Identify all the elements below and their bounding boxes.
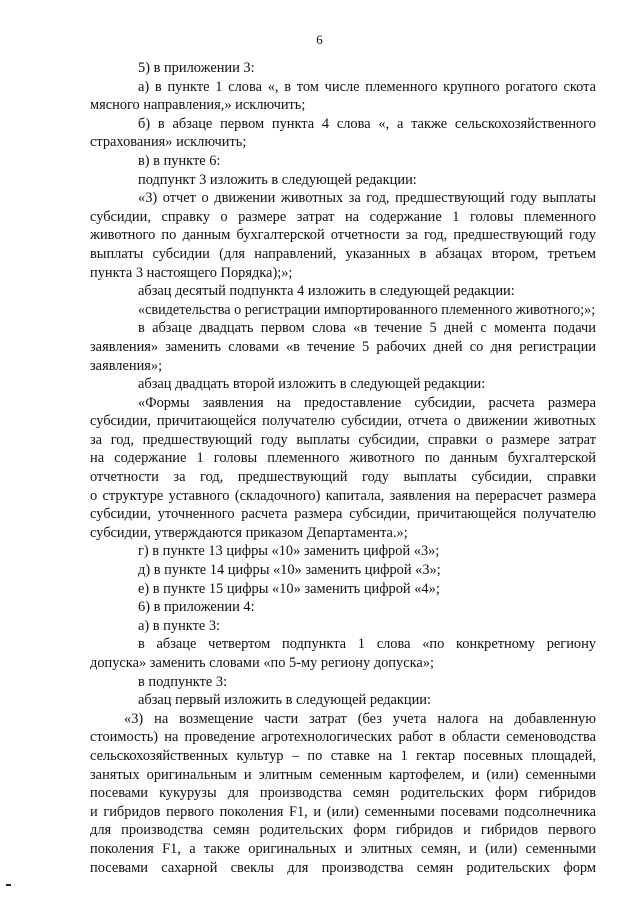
scan-mark xyxy=(6,884,11,886)
text-line: отчетности за год, предшествующий году выплаты субсидии, справки xyxy=(90,469,596,486)
text-line: за год, предшествующий году выплаты субсидии, справки о размере затрат xyxy=(90,431,596,448)
text-line: б) в абзаце первом пункта 4 слова «, а также сельскохозяйственного xyxy=(138,115,596,132)
text-line: для производства семян родительских форм гибридов и гибридов первого xyxy=(90,822,596,839)
document-body xyxy=(90,59,596,877)
text-line: а) в пункте 1 слова «, в том числе племенного крупного рогатого скота xyxy=(138,78,596,95)
text-line: мясного направления,» исключить; xyxy=(90,97,306,114)
text-line: г) в пункте 13 цифры «10» заменить цифрой «3»; xyxy=(138,543,440,560)
text-line: о структуре уставного (складочного) капитала, заявления на перерасчет размера xyxy=(90,487,596,504)
text-line: в абзаце двадцать первом слова «в течение 5 дней с момента подачи xyxy=(138,320,596,337)
text-line: субсидии, справку о размере затрат на содержание 1 головы племенного xyxy=(90,208,596,225)
text-line: е) в пункте 15 цифры «10» заменить цифрой «4»; xyxy=(138,580,440,597)
text-line: страхования» исключить; xyxy=(90,134,247,151)
text-line: стоимость) на проведение агротехнологических работ в области семеноводства xyxy=(90,729,596,746)
text-line: 5) в приложении 3: xyxy=(138,60,255,76)
page-number: 6 xyxy=(316,32,323,47)
text-line: на содержание 1 головы племенного животного по данным бухгалтерской xyxy=(90,450,596,467)
text-line: поколения F1, а также оригинальных и элитных семян, и (или) семенными xyxy=(90,840,596,857)
text-line: а) в пункте 3: xyxy=(138,617,221,634)
text-line: животного по данным бухгалтерской отчетности за год, предшествующий году xyxy=(90,227,596,244)
text-line: сельскохозяйственных культур – по ставке на 1 гектар посевных площадей, xyxy=(90,747,596,764)
text-line: абзац первый изложить в следующей редакции: xyxy=(138,692,432,709)
text-line: субсидии, уточненного расчета размера субсидии, причитающейся получателю xyxy=(90,506,596,523)
text-line: «Формы заявления на предоставление субсидии, расчета размера xyxy=(138,394,596,411)
text-line: в абзаце четвертом подпункта 1 слова «по конкретному региону xyxy=(138,636,596,653)
text-line: пункта 3 настоящего Порядка);»; xyxy=(90,264,293,281)
text-line: абзац десятый подпункта 4 изложить в следующей редакции: xyxy=(138,283,515,300)
text-line: в подпункте 3: xyxy=(138,673,228,690)
text-line: выплаты субсидии (для направлений, указанных в абзацах втором, третьем xyxy=(90,245,596,262)
text-line: субсидии, причитающейся получателю субсидии, отчета о движении животных xyxy=(90,413,596,430)
text-line: д) в пункте 14 цифры «10» заменить цифрой «3»; xyxy=(138,562,441,579)
text-line: заявления» заменить словами «в течение 5 рабочих дней со дня регистрации xyxy=(90,338,596,355)
text-line: и гибридов первого поколения F1, и (или) семенными посевами подсолнечника xyxy=(90,803,596,820)
text-line: 6) в приложении 4: xyxy=(138,599,255,616)
text-line: допуска» заменить словами «по 5-му региону допуска»; xyxy=(90,655,434,671)
text-line: «свидетельства о регистрации импортированного племенного животного;»; xyxy=(138,301,596,318)
text-line: «3) на возмещение части затрат (без учета налога на добавленную xyxy=(124,710,596,727)
text-line: субсидии, утверждаются приказом Департамента.»; xyxy=(90,524,408,541)
text-line: «3) отчет о движении животных за год, предшествующий году выплаты xyxy=(138,190,596,207)
text-line: занятых оригинальным и элитным семенным картофелем, и (или) семенными xyxy=(90,766,596,783)
text-line: в) в пункте 6: xyxy=(138,152,221,169)
text-line: посевами кукурузы для производства семян родительских форм гибридов xyxy=(90,785,596,802)
text-line: заявления»; xyxy=(90,357,163,374)
text-line: абзац двадцать второй изложить в следующей редакции: xyxy=(138,376,486,393)
text-line: посевами сахарной свеклы для производства семян родительских форм xyxy=(90,859,596,876)
text-line: подпункт 3 изложить в следующей редакции: xyxy=(138,171,417,188)
